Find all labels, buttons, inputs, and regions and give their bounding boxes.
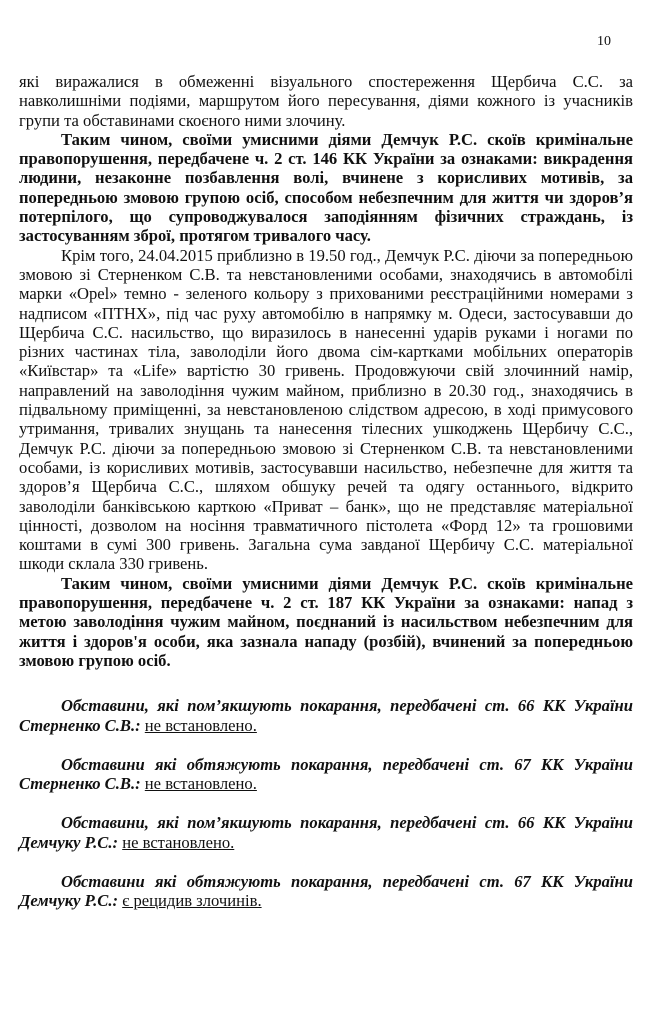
circumstance-aggravating-demchuk xyxy=(19,872,633,911)
circumstance-mitigating-demchuk xyxy=(19,813,633,852)
circumstance-value: не встановлено. xyxy=(122,832,235,852)
circumstance-label: Обставини які обтяжують покарання, передбачені ст. 67 КК України Демчуку Р.С.: xyxy=(19,871,633,911)
paragraph-robbery-facts: Крім того, 24.04.2015 приблизно в 19.50 год., Демчук Р.С. діючи за попередньою змовою зі Стерненком С.В. та невстановленими особами, знаходячись в автомобілі марки «Opel» темно - зеленого кольору з прихованими реєстраційними номерами з надписом «ПТНХ», під час руху автомобілю в напрямку м. Одеси, застосувавши до Щербича С.С. насильство, що виразилось в нанесенні ударів руками і ногами по різних частинах тіла, заволоділи його двома сім-картками мобільних операторів «Київстар» та «Life» вартістю 30 гривень. Продовжуючи свій злочинний намір, направлений на заволодіння чужим майном, приблизно в 20.30 год., знаходячись в підвальному приміщенні, за невстановленою слідством адресою, в ході примусового утримання, тривалих знущань та нанесення тілесних ушкоджень Щербичу С.С., Демчук Р.С. діючи за попередньою змовою зі Стерненком С.В. та невстановленими особами, із корисливих мотивів, застосувавши насильство, небезпечне для життя та здоров’я Щербича С.С., шляхом обшуку речей та одягу останнього, відкрито заволоділи банківською карткою «Приват – банк», що не представляє матеріальної цінності, дозволом на носіння травматичного пістолета «Форд 12» та грошовими коштами в сумі 300 гривень. Загальна сума завданої Щербичу С.С. матеріальної шкоди склала 330 гривень. xyxy=(19,245,633,574)
circumstance-label: Обставини, які пом’якшують покарання, передбачені ст. 66 КК України Демчуку Р.С.: xyxy=(19,813,633,852)
paragraph-qualification-146: Таким чином, своїми умисними діями Демчук Р.С. скоїв кримінальне правопорушення, передбачене ч. 2 ст. 146 КК України за ознаками: викрадення людини, незаконне позбавлення волі, вчинене з корисливих мотивів, за попередньою змовою групою осіб, способом небезпечним для життя чи здоров’я потерпілого, що супроводжувалося заподіянням фізичних страждань, із застосуванням зброї, протягом тривалого часу. xyxy=(19,129,633,246)
page-number: 10 xyxy=(597,34,611,49)
circumstance-aggravating-sternenko xyxy=(19,755,633,794)
circumstance-mitigating-sternenko xyxy=(19,696,633,735)
paragraph-continuation: які виражалися в обмеженні візуального спостереження Щербича С.С. за навколишніми подіями, маршрутом його пересування, діями кожного із учасників групи та обставинами скоєного ними злочину. xyxy=(19,72,633,130)
document-body xyxy=(19,72,633,911)
circumstance-value: не встановлено. xyxy=(144,774,257,794)
circumstance-value: не встановлено. xyxy=(144,715,257,735)
circumstance-value: є рецидив злочинів. xyxy=(122,891,262,911)
paragraph-qualification-187: Таким чином, своїми умисними діями Демчук Р.С. скоїв кримінальне правопорушення, передбачене ч. 2 ст. 187 КК України за ознаками: напад з метою заволодіння чужим майном, поєднаний із насильством небезпечним для життя і здоров'я особи, яка зазнала нападу (розбій), вчинений за попередньою змовою групою осіб. xyxy=(19,573,633,670)
circumstance-label: Обставини, які пом’якшують покарання, передбачені ст. 66 КК України Стерненко С.В.: xyxy=(19,696,633,735)
circumstance-label: Обставини які обтяжують покарання, передбачені ст. 67 КК України Стерненко С.В.: xyxy=(19,754,633,794)
